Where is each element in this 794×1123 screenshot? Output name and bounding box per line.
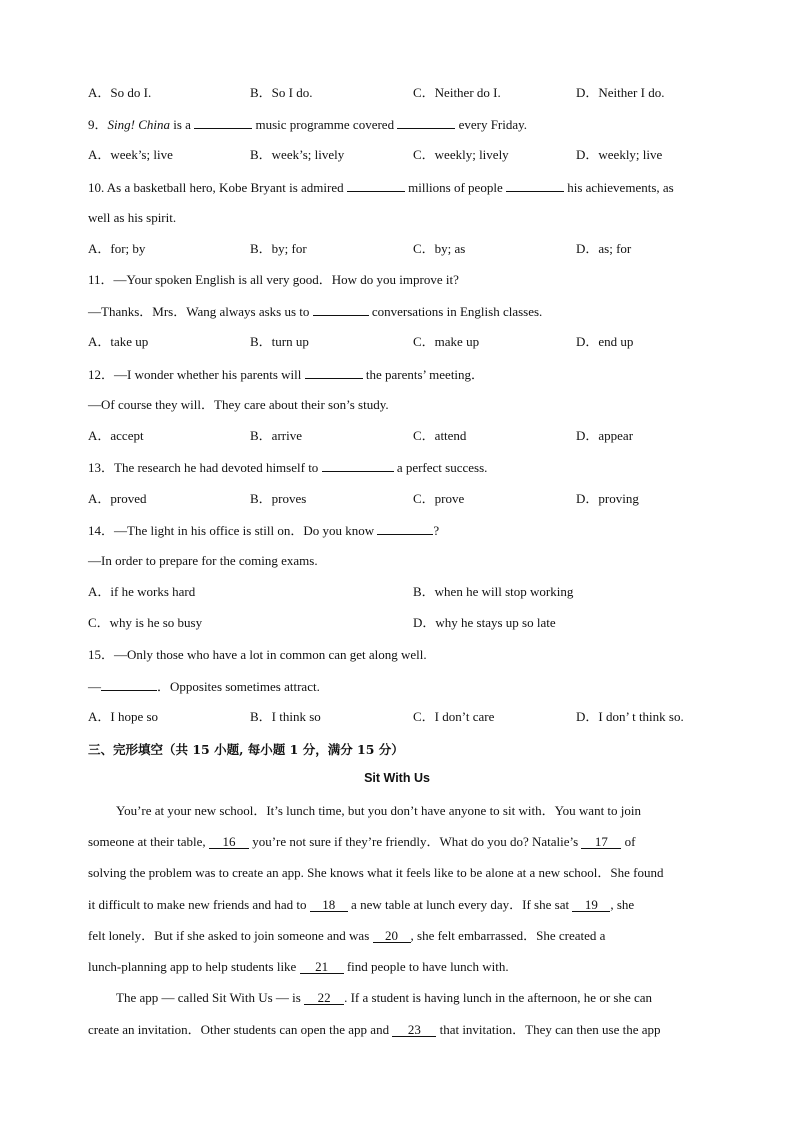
q8-option-c: C．Neither do I. <box>413 85 501 100</box>
q15-option-a: A．I hope so <box>88 709 159 724</box>
cloze-blank-22: 22 <box>304 991 344 1005</box>
q9-option-d: D．weekly; live <box>576 147 663 162</box>
cloze-blank-19: 19 <box>572 898 610 912</box>
q13-stem: 13．The research he had devoted himself to a perfect success. <box>88 460 488 475</box>
q9-option-a: A．week’s; live <box>88 147 173 162</box>
blank <box>305 366 363 379</box>
passage-line-5: felt lonely．But if she asked to join someone and was 20 , she felt embarrassed．She created a <box>88 928 606 943</box>
q13-option-a: A．proved <box>88 491 147 506</box>
blank <box>347 179 405 192</box>
q10-option-c: C．by; as <box>413 241 466 256</box>
q15-line1: 15．—Only those who have a lot in common can get along well. <box>88 647 427 662</box>
q11-line2: —Thanks．Mrs．Wang always asks us to conversations in English classes. <box>88 304 543 319</box>
passage-title: Sit With Us <box>364 771 430 785</box>
q12-option-b: B．arrive <box>250 428 302 443</box>
q11-line1: 11．—Your spoken English is all very good．How do you improve it? <box>88 272 459 287</box>
q14-option-a: A．if he works hard <box>88 584 196 599</box>
passage-line-7: The app — called Sit With Us — is 22 . If a student is having lunch in the afternoon, he or she can <box>116 990 653 1005</box>
q11-option-c: C．make up <box>413 334 480 349</box>
q12-option-d: D．appear <box>576 428 634 443</box>
q14-option-b: B．when he will stop working <box>413 584 574 599</box>
cloze-blank-23: 23 <box>392 1023 436 1037</box>
q10-option-b: B．by; for <box>250 241 307 256</box>
q15-line2: — ．Opposites sometimes attract. <box>88 679 320 694</box>
q8-option-b: B．So I do. <box>250 85 313 100</box>
show-title: Sing! China <box>107 117 170 132</box>
passage-line-8: create an invitation．Other students can open the app and 23 that invitation．They can then use the app <box>88 1022 661 1037</box>
q9-option-c: C．weekly; lively <box>413 147 509 162</box>
blank <box>377 522 433 535</box>
blank <box>313 303 369 316</box>
blank <box>101 678 157 691</box>
q14-option-d: D．why he stays up so late <box>413 615 556 630</box>
q14-option-c: C．why is he so busy <box>88 615 203 630</box>
q14-line2: —In order to prepare for the coming exams. <box>88 553 318 568</box>
q11-option-a: A．take up <box>88 334 149 349</box>
blank <box>397 116 455 129</box>
passage-line-2: someone at their table, 16 you’re not sure if they’re friendly．What do you do? Natalie’s 17 of <box>88 834 636 849</box>
q12-line2: —Of course they will．They care about their son’s study. <box>88 397 389 412</box>
section-heading: 三、完形填空（共 15 小题, 每小题 1 分，满分 15 分） <box>88 742 404 757</box>
q13-option-c: C．prove <box>413 491 465 506</box>
q8-option-a: A．So do I. <box>88 85 152 100</box>
passage-line-4: it difficult to make new friends and had to 18 a new table at lunch every day．If she sat 19 , she <box>88 897 635 912</box>
q9-option-b: B．week’s; lively <box>250 147 345 162</box>
q15-option-d: D．I don’ t think so. <box>576 709 684 724</box>
q12-option-c: C．attend <box>413 428 467 443</box>
cloze-blank-18: 18 <box>310 898 348 912</box>
blank <box>506 179 564 192</box>
q11-option-d: D．end up <box>576 334 634 349</box>
q9-stem: 9．Sing! China is a music programme covered every Friday. <box>88 117 528 132</box>
passage-line-1: You’re at your new school．It’s lunch time, but you don’t have anyone to sit with．You want to join <box>116 803 642 818</box>
q10-option-d: D．as; for <box>576 241 632 256</box>
q10-stem-cont: well as his spirit. <box>88 210 177 225</box>
q10-stem: 10. As a basketball hero, Kobe Bryant is admired millions of people his achievements, as <box>88 180 674 195</box>
q10-option-a: A．for; by <box>88 241 146 256</box>
q15-option-c: C．I don’t care <box>413 709 495 724</box>
q12-line1: 12．—I wonder whether his parents will the parents’ meeting． <box>88 367 485 382</box>
q14-line1: 14．—The light in his office is still on．Do you know ? <box>88 523 440 538</box>
blank <box>194 116 252 129</box>
q13-option-b: B．proves <box>250 491 307 506</box>
cloze-blank-17: 17 <box>581 835 621 849</box>
passage-line-6: lunch-planning app to help students like 21 find people to have lunch with. <box>88 959 509 974</box>
blank <box>322 459 394 472</box>
q12-option-a: A．accept <box>88 428 144 443</box>
cloze-blank-16: 16 <box>209 835 249 849</box>
cloze-blank-20: 20 <box>373 929 411 943</box>
q8-option-d: D．Neither I do. <box>576 85 665 100</box>
cloze-blank-21: 21 <box>300 960 344 974</box>
q13-option-d: D．proving <box>576 491 639 506</box>
q11-option-b: B．turn up <box>250 334 309 349</box>
q15-option-b: B．I think so <box>250 709 321 724</box>
passage-line-3: solving the problem was to create an app. She knows what it feels like to be alone at a new school．She found <box>88 865 664 880</box>
